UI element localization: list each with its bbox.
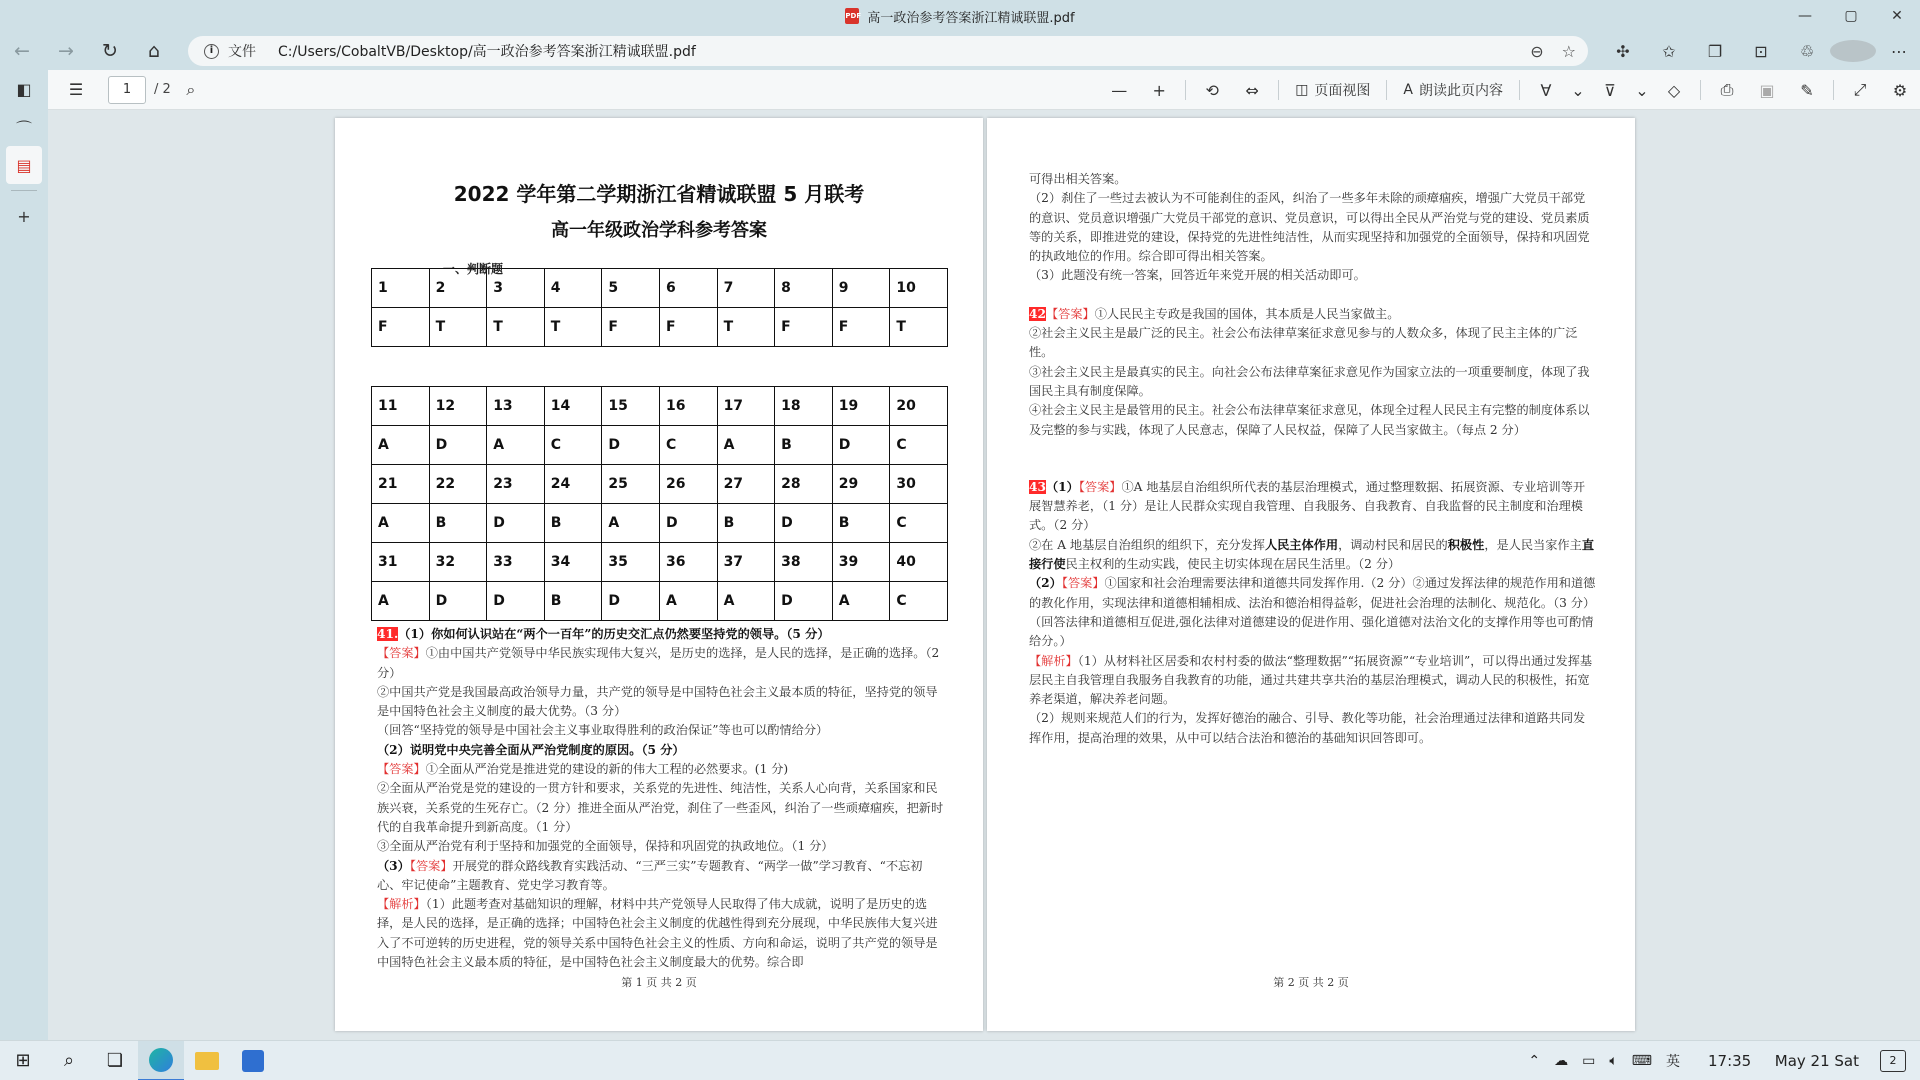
onedrive-icon[interactable]: ☁: [1554, 1053, 1569, 1069]
highlight-options-button[interactable]: [1630, 81, 1654, 100]
downloads-icon[interactable]: ⊡: [1754, 41, 1768, 61]
table-row: [372, 269, 948, 308]
table-cell: 18: [775, 387, 833, 426]
table-cell: A: [832, 582, 890, 621]
pdf-viewport[interactable]: [48, 110, 1920, 1040]
refresh-icon: ↻: [102, 40, 118, 62]
performance-icon[interactable]: ♲: [1799, 41, 1815, 61]
draw-button[interactable]: [1526, 81, 1566, 100]
table-cell: 6: [659, 269, 717, 308]
answer-tag: 【答案】: [1078, 479, 1122, 494]
print-icon: ⎙: [1720, 80, 1734, 99]
answer-text: ，调动村民和居民的: [1338, 537, 1448, 552]
table-cell: 36: [659, 543, 717, 582]
list-icon: ☰: [68, 80, 84, 99]
minus-icon: —: [1111, 80, 1128, 100]
table-cell: 22: [429, 465, 487, 504]
answer-text: ，是人民当家作主: [1484, 537, 1582, 552]
info-icon[interactable]: i: [204, 44, 219, 59]
document-subtitle: 高一年级政治学科参考答案: [551, 220, 767, 241]
table-cell: 40: [890, 543, 948, 582]
table-row: [372, 465, 948, 504]
question-number-43: 43: [1029, 479, 1046, 494]
analysis-text: （1）从材料社区居委和农村村委的做法“整理数据”“拓展资源”“专业培训”，可以得出通过发挥基层民主自我管理自我服务自我教育的功能，通过共建共享共治的基层治理模式，调动人民的积极性，拓宽养老渠道，解决养老问题。: [1029, 653, 1593, 707]
analysis-41-2: （2）刹住了一些过去被认为不可能刹住的歪风，纠治了一些多年未除的顽瘴痼疾，增强广大党员干部党的意识、党员意识增强广大党员干部党的意识、党员意识，可以得出全民从严治党与党的建设、党员素质等的关系，即推进党的建设，保持党的先进性纯洁性，从而实现坚持和加强党的全面领导，保持和巩固党的执政地位的作用。综合即可得出相关答案。: [1029, 191, 1590, 264]
answer-text: ②在 A 地基层自治组织的组织下，充分发挥: [1029, 537, 1265, 552]
answer-41-1a: [377, 644, 945, 683]
tab-actions-icon: ◧: [16, 79, 32, 99]
table-cell: 35: [602, 543, 660, 582]
erase-button[interactable]: [1654, 81, 1694, 100]
answer-42-1: [1029, 305, 1597, 324]
page-view-icon: ◫: [1295, 82, 1309, 98]
taskbar-store[interactable]: [230, 1041, 276, 1080]
answer-41-2c: ③全面从严治党有利于坚持和加强党的全面领导，保持和巩固党的执政地位。（1 分）: [377, 839, 834, 854]
table-cell: B: [717, 504, 775, 543]
toolbar-divider: [1185, 80, 1186, 100]
page-number-input[interactable]: 1: [108, 76, 146, 104]
table-cell: F: [602, 308, 660, 347]
address-bar[interactable]: [188, 36, 1588, 66]
table-cell: 19: [832, 387, 890, 426]
table-cell: 11: [372, 387, 430, 426]
keyboard-icon[interactable]: ⌨: [1631, 1053, 1652, 1069]
forward-button[interactable]: [44, 32, 88, 70]
analysis-text: （1）此题考查对基础知识的理解，材料中共产党领导人民取得了伟大成就，说明了是历史的选择，是人民的选择，是正确的选择；中国特色社会主义制度的优越性得到充分展现，中华民族伟大复兴进入了不可逆转的历史进程，党的领导关系中国特色社会主义的性质、方向和命运，说明了共产党的领导是中国特色社会主义最本质的特征，是中国特色社会主义制度最大的优势。综合即: [377, 897, 938, 970]
answer-text: ①全面从严治党是推进党的建设的新的伟大工程的必然要求。(1 分): [425, 762, 789, 777]
answer-text: 民主权利的生动实践，使民主切实体现在居民生活里。（2 分）: [1065, 557, 1401, 572]
more-options-icon[interactable]: ⋯: [1891, 41, 1907, 61]
toolbar-divider: [1278, 80, 1279, 100]
answer-41-1c: （回答“坚持党的领导是中国社会主义事业取得胜利的政治保证”等也可以酌情给分）: [377, 723, 829, 738]
answer-42-3: ③社会主义民主是最真实的民主。向社会公布法律草案征求意见作为国家立法的一项重要制度，体现了我国民主具有制度保障。: [1029, 364, 1590, 398]
toolbar-divider: [1700, 80, 1701, 100]
table-cell: 16: [659, 387, 717, 426]
print-button[interactable]: [1707, 80, 1747, 100]
table-cell: 20: [890, 387, 948, 426]
table-cell: D: [487, 582, 545, 621]
address-url[interactable]: C:/Users/CobaltVB/Desktop/高一政治参考答案浙江精诚联盟.pdf: [278, 44, 696, 60]
table-cell: T: [429, 308, 487, 347]
table-cell: D: [429, 582, 487, 621]
table-of-contents-button[interactable]: [56, 80, 96, 99]
highlight-icon: ⊽: [1604, 80, 1616, 100]
table-cell: B: [775, 426, 833, 465]
table-cell: A: [372, 582, 430, 621]
table-cell: 12: [429, 387, 487, 426]
table-cell: D: [659, 504, 717, 543]
toolbar-divider: [1833, 80, 1834, 100]
table-cell: 37: [717, 543, 775, 582]
table-cell: 24: [544, 465, 602, 504]
table-cell: 29: [832, 465, 890, 504]
pdf-page-1: [335, 118, 983, 1031]
plus-icon: +: [1152, 80, 1166, 100]
address-scheme: 文件: [228, 44, 256, 60]
answer-tag: 【答案】: [377, 646, 426, 661]
save-as-button[interactable]: [1787, 81, 1827, 100]
table-cell: T: [544, 308, 602, 347]
left-sidebar: [0, 70, 48, 1040]
analysis-43-1: [1029, 652, 1597, 710]
clock-date: May 21 Sat: [1774, 1052, 1859, 1070]
page2-body: [1029, 170, 1597, 748]
sidebar-item-pdf-tab[interactable]: [6, 146, 42, 184]
chevron-down-icon: ⌄: [1635, 80, 1649, 100]
answer-43-1a: [1029, 478, 1597, 536]
taskbar-edge-dev[interactable]: [138, 1041, 184, 1080]
table-cell: 14: [544, 387, 602, 426]
table-cell: 3: [487, 269, 545, 308]
table-row: [372, 426, 948, 465]
question-41-1: [377, 625, 945, 644]
answer-table-1: [371, 268, 948, 347]
analysis-41-3: （3）此题没有统一答案，回答近年来党开展的相关活动即可。: [1029, 268, 1366, 283]
table-cell: F: [775, 308, 833, 347]
refresh-button[interactable]: [88, 32, 132, 70]
emphasis-text: 人民主体作用: [1264, 537, 1339, 552]
windows-icon: ⊞: [15, 1050, 31, 1071]
avatar: [1830, 40, 1876, 62]
pdf-file-icon: PDF: [845, 8, 859, 24]
table-cell: A: [372, 426, 430, 465]
emphasis-text: 直接行使: [1029, 537, 1594, 572]
notification-center-button[interactable]: 2: [1880, 1050, 1906, 1072]
table-cell: 5: [602, 269, 660, 308]
table-cell: D: [602, 582, 660, 621]
table-cell: 2: [429, 269, 487, 308]
table-row: [372, 504, 948, 543]
table-cell: F: [372, 308, 430, 347]
table-cell: T: [487, 308, 545, 347]
save-icon: ▣: [1759, 80, 1775, 100]
table-row: [372, 308, 948, 347]
section-heading: 一、判断题: [443, 262, 504, 276]
answer-tag: 【答案】: [377, 762, 426, 777]
answer-41-1b: ②中国共产党是我国最高政治领导力量，共产党的领导是中国特色社会主义最本质的特征，坚持党的领导是中国特色社会主义制度的最大优势。（3 分）: [377, 684, 938, 719]
answer-43-2: [1029, 574, 1597, 651]
collections-icon[interactable]: ❐: [1707, 41, 1723, 61]
read-aloud-icon: A: [1403, 82, 1413, 98]
forward-arrow-icon: →: [58, 40, 74, 62]
table-cell: D: [487, 504, 545, 543]
save-button[interactable]: [1747, 81, 1787, 100]
browser-extensions: [1600, 32, 1920, 70]
page-footer: 第 2 页 共 2 页: [1273, 976, 1349, 989]
spacer: [1029, 440, 1597, 478]
analysis-41-cont: 可得出相关答案。: [1029, 172, 1127, 186]
search-icon: ⌕: [186, 79, 196, 99]
answer-tag: 【答案】: [409, 858, 453, 873]
question-43-1: （1）: [1045, 479, 1079, 494]
table-cell: D: [429, 426, 487, 465]
table-row: [372, 543, 948, 582]
home-icon: ⌂: [147, 40, 161, 62]
table-cell: A: [717, 426, 775, 465]
analysis-41: [377, 895, 945, 972]
table-cell: A: [372, 504, 430, 543]
question-41-2: （2）说明党中央完善全面从严治党制度的原因。（5 分）: [377, 742, 685, 757]
taskbar: [0, 1040, 1920, 1080]
system-tray: [1521, 1041, 1920, 1080]
table-cell: B: [544, 582, 602, 621]
store-icon: [242, 1050, 264, 1072]
eraser-icon: ◇: [1667, 80, 1681, 100]
table-cell: A: [487, 426, 545, 465]
back-arrow-icon: ←: [14, 40, 30, 62]
page-view-button[interactable]: [1285, 80, 1380, 100]
table-cell: 34: [544, 543, 602, 582]
settings-button[interactable]: [1880, 81, 1920, 100]
folder-icon: [195, 1052, 219, 1070]
pdf-toolbar: [48, 70, 1920, 110]
question-41-3: （3）: [377, 858, 410, 873]
answer-text: 开展党的群众路线教育实践活动、“三严三实”专题教育、“两学一做”学习教育、“不忘初心、牢记使命”主题教育、党史学习教育等。: [377, 858, 923, 892]
question-number-42: 42: [1029, 306, 1046, 321]
table-cell: 26: [659, 465, 717, 504]
task-view-button[interactable]: [92, 1041, 138, 1080]
table-cell: B: [832, 504, 890, 543]
table-cell: C: [890, 426, 948, 465]
answer-table-2: [371, 386, 948, 621]
answer-43-1b: [1029, 536, 1597, 575]
table-cell: C: [890, 504, 948, 543]
table-cell: 30: [890, 465, 948, 504]
window-controls: [1782, 0, 1920, 32]
volume-icon[interactable]: 🔈︎: [1609, 1053, 1618, 1069]
zoom-icon[interactable]: ⊖: [1530, 41, 1544, 61]
page-view-label: 页面视图: [1314, 83, 1371, 99]
emphasis-text: 积极性: [1447, 537, 1485, 552]
question-43-2: （2）: [1029, 576, 1062, 591]
pdf-tab-icon: ▤: [16, 155, 32, 175]
rotate-button[interactable]: [1192, 81, 1232, 100]
toolbar-divider: [1386, 80, 1387, 100]
favorites-icon[interactable]: ✩: [1662, 41, 1676, 61]
expand-icon: ⤢: [1853, 80, 1867, 99]
sidebar-divider: [11, 190, 37, 191]
highlight-button[interactable]: [1590, 81, 1630, 100]
page1-body: [377, 625, 945, 972]
title-bar: [0, 0, 1920, 32]
table-cell: 33: [487, 543, 545, 582]
taskbar-file-explorer[interactable]: [184, 1041, 230, 1080]
search-button[interactable]: [46, 1041, 92, 1080]
answer-41-2a: [377, 760, 945, 779]
new-tab-button[interactable]: [0, 197, 48, 235]
profile-button[interactable]: [1830, 40, 1876, 62]
question-number-41: 41.: [377, 627, 399, 641]
answer-text: ①国家和社会治理需要法律和道德共同发挥作用.（2 分）②通过发挥法律的规范作用和道德的教化作用，实现法律和道德相辅相成、法治和德治相得益彰，促进社会治理的法制化、规范化。（3 分）（回答法律和道德相互促进,强化法律对道德建设的促进作用、强化道德对法治文化的支撑作用等也可酌情给分。）: [1029, 576, 1596, 649]
extensions-icon[interactable]: ✣: [1616, 41, 1630, 61]
save-as-icon: ✎: [1800, 80, 1814, 100]
table-cell: T: [717, 308, 775, 347]
clock[interactable]: [1687, 1052, 1880, 1070]
gear-icon: ⚙: [1892, 80, 1908, 100]
question-text: （1）你如何认识站在“两个一百年”的历史交汇点仍然要坚持党的领导。（5 分）: [398, 627, 830, 641]
answer-text: ①A 地基层自治组织所代表的基层治理模式，通过整理数据、拓展资源、专业培训等开展智慧养老，（1 分）是让人民群众实现自我管理、自我服务、自我教育、自我监督的民主制度和治理模式。（2 分）: [1029, 479, 1586, 533]
zoom-out-button[interactable]: [1099, 81, 1139, 100]
draw-icon: ∀: [1540, 80, 1552, 100]
table-cell: A: [717, 582, 775, 621]
analysis-43-2: （2）规则来规范人们的行为，发挥好德治的融合、引导、教化等功能，社会治理通过法律和道路共同发挥作用，提高治理的效果，从中可以结合法治和德治的基础知识回答即可。: [1029, 711, 1586, 745]
edge-icon: [149, 1048, 173, 1072]
answer-42-2: ②社会主义民主是最广泛的民主。社会公布法律草案征求意见参与的人数众多，体现了民主主体的广泛性。: [1029, 326, 1578, 360]
table-cell: 23: [487, 465, 545, 504]
table-cell: 39: [832, 543, 890, 582]
table-cell: 8: [775, 269, 833, 308]
answer-text: ①人民民主专政是我国的国体，其本质是人民当家做主。: [1094, 306, 1400, 321]
table-cell: D: [602, 426, 660, 465]
table-cell: 27: [717, 465, 775, 504]
page-total: / 2: [154, 82, 171, 97]
table-row: [372, 582, 948, 621]
table-cell: 1: [372, 269, 430, 308]
table-cell: A: [602, 504, 660, 543]
table-cell: F: [832, 308, 890, 347]
spacer: [1029, 286, 1597, 305]
answer-41-2b: ②全面从严治党是党的建设的一贯方针和要求，关系党的先进性、纯洁性，关系人心向背，关系国家和民族兴衰，关系党的生死存亡。（2 分）推进全面从严治党，刹住了一些歪风，纠治了一些顽瘴痼疾，把新时代的自我革命提升到新高度。（1 分）: [377, 781, 944, 834]
table-cell: F: [659, 308, 717, 347]
table-cell: 13: [487, 387, 545, 426]
document-title: 2022 学年第二学期浙江省精诚联盟 5 月联考: [453, 182, 865, 206]
search-icon: ⌕: [63, 1050, 75, 1071]
input-language[interactable]: 英: [1665, 1054, 1680, 1070]
navigation-bar: [0, 32, 1920, 70]
table-cell: T: [890, 308, 948, 347]
maximize-button[interactable]: ▢: [1844, 8, 1858, 24]
read-aloud-button[interactable]: [1393, 80, 1513, 100]
network-icon[interactable]: ▭: [1582, 1053, 1596, 1069]
toolbar-divider: [1519, 80, 1520, 100]
table-cell: C: [890, 582, 948, 621]
analysis-tag: 【解析】: [377, 897, 426, 912]
table-cell: C: [659, 426, 717, 465]
table-cell: A: [659, 582, 717, 621]
start-button[interactable]: [0, 1041, 46, 1080]
table-cell: 7: [717, 269, 775, 308]
draw-options-button[interactable]: [1566, 81, 1590, 100]
read-aloud-label: 朗读此页内容: [1419, 83, 1503, 99]
fit-width-button[interactable]: [1232, 81, 1272, 100]
analysis-tag: 【解析】: [1029, 653, 1078, 668]
table-cell: 21: [372, 465, 430, 504]
table-cell: 9: [832, 269, 890, 308]
sidebar-item-sync[interactable]: [0, 108, 48, 146]
home-button[interactable]: [132, 32, 176, 70]
table-cell: 38: [775, 543, 833, 582]
find-button[interactable]: [171, 80, 211, 100]
sync-icon: ⌒: [15, 118, 32, 138]
chevron-down-icon: ⌄: [1571, 80, 1585, 100]
table-cell: C: [544, 426, 602, 465]
table-cell: 25: [602, 465, 660, 504]
table-cell: B: [429, 504, 487, 543]
window-title: 高一政治参考答案浙江精诚联盟.pdf: [867, 10, 1075, 26]
answer-42-4: ④社会主义民主是最管用的民主。社会公布法律草案征求意见，体现全过程人民民主有完整的制度体系以及完整的参与实践，体现了人民意志，保障了人民权益，保障了人民当家做主。（每点 2 分）: [1029, 403, 1590, 437]
answer-text: ①由中国共产党领导中华民族实现伟大复兴，是历史的选择，是人民的选择，是正确的选择。（2 分）: [377, 646, 940, 680]
show-hidden-icons-button[interactable]: ⌃: [1528, 1053, 1541, 1069]
table-cell: B: [544, 504, 602, 543]
table-cell: 32: [429, 543, 487, 582]
clock-time: 17:35: [1707, 1052, 1752, 1070]
table-cell: D: [832, 426, 890, 465]
page-footer: 第 1 页 共 2 页: [621, 976, 697, 989]
answer-tag: 【答案】: [1045, 306, 1095, 321]
pdf-page-2: [987, 118, 1635, 1031]
plus-icon: +: [17, 206, 31, 226]
table-cell: 31: [372, 543, 430, 582]
task-view-icon: ❏: [106, 1050, 124, 1071]
table-cell: 10: [890, 269, 948, 308]
table-cell: 4: [544, 269, 602, 308]
fullscreen-button[interactable]: [1840, 80, 1880, 100]
table-cell: 15: [602, 387, 660, 426]
table-cell: 28: [775, 465, 833, 504]
add-favorite-icon[interactable]: ☆: [1561, 41, 1576, 61]
zoom-in-button[interactable]: [1139, 81, 1179, 100]
table-cell: D: [775, 582, 833, 621]
minimize-button[interactable]: —: [1798, 8, 1812, 24]
fit-width-icon: ⇔: [1245, 80, 1259, 100]
rotate-icon: ⟲: [1205, 80, 1219, 100]
answer-41-3: [377, 857, 945, 896]
back-button[interactable]: [0, 32, 44, 70]
close-button[interactable]: ✕: [1891, 8, 1903, 24]
table-cell: 17: [717, 387, 775, 426]
answer-tag: 【答案】: [1061, 576, 1105, 591]
table-row: [372, 387, 948, 426]
table-cell: D: [775, 504, 833, 543]
tab-actions-button[interactable]: [0, 70, 48, 108]
